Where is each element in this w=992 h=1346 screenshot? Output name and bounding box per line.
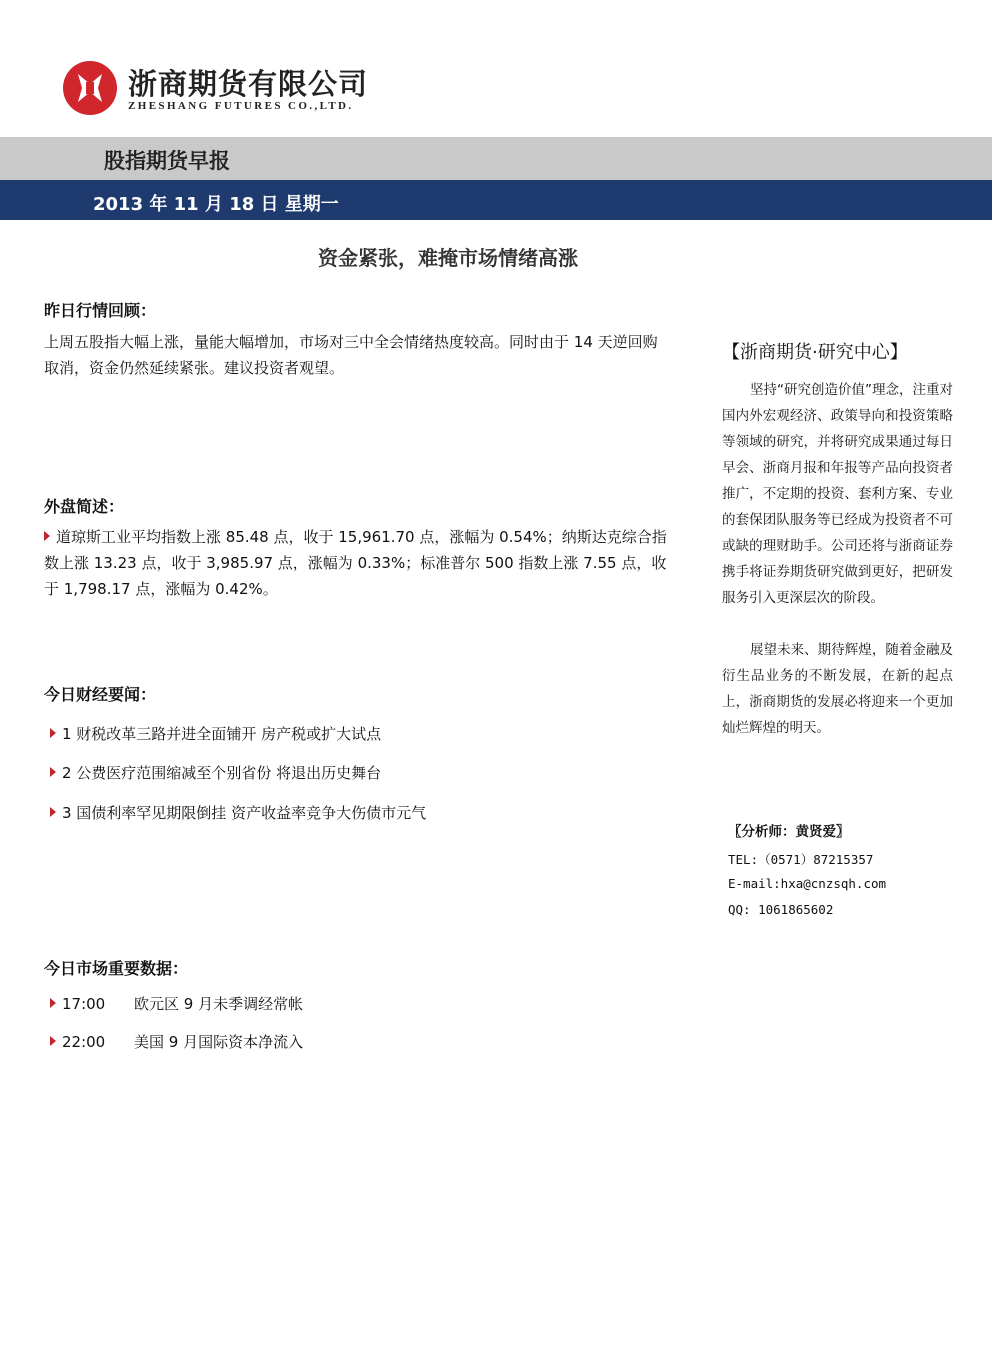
news-item-text: 1 财税改革三路并进全面铺开 房产税或扩大试点 (62, 725, 382, 743)
news-item-text: 2 公费医疗范围缩减至个别省份 将退出历史舞台 (62, 764, 382, 782)
data-item-time: 17:00 (62, 995, 106, 1013)
sidebar-para-1: 坚持“研究创造价值”理念，注重对国内外宏观经济、政策导向和投资策略等领域的研究，并将研究成果通过每日早会、浙商月报和年报等产品向投资者推广，不定期的投资、套利方案、专业的套保团队服务等已经成为投资者不可或缺的理财助手。公司还将与浙商证券携手将证券期货研究做到更好，把研发服务引入更深层次的阶段。 (722, 382, 953, 606)
headline: 资金紧张，难掩市场情绪高涨 (318, 246, 578, 270)
data-title: 今日市场重要数据： (44, 959, 189, 978)
bullet-icon (50, 767, 56, 777)
sidebar-title: 【浙商期货·研究中心】 (722, 342, 908, 363)
report-date: 2013 年 11 月 18 日 星期一 (93, 194, 339, 215)
bullet-icon (50, 807, 56, 817)
data-item-event: 欧元区 9 月未季调经常帐 (134, 995, 304, 1013)
sidebar-para-2: 展望未来、期待辉煌，随着金融及衍生品业务的不断发展，在新的起点上，浙商期货的发展必将迎来一个更加灿烂辉煌的明天。 (722, 642, 953, 736)
overseas-block (44, 524, 672, 602)
bullet-icon (50, 1036, 56, 1046)
analyst-email: E-mail:hxa@cnzsqh.com (728, 876, 887, 891)
overseas-title: 外盘简述： (44, 497, 125, 516)
news-item (50, 723, 381, 744)
zheshang-logo-icon (62, 60, 118, 116)
data-item (50, 1031, 303, 1052)
analyst-tel: TEL:（0571）87215357 (728, 852, 874, 867)
bullet-icon (44, 531, 50, 541)
news-item (50, 762, 381, 783)
company-name-en: ZHESHANG FUTURES CO.,LTD. (128, 100, 354, 112)
data-item-time: 22:00 (62, 1033, 106, 1051)
bullet-icon (50, 998, 56, 1008)
news-item (50, 802, 426, 823)
news-title: 今日财经要闻： (44, 685, 157, 704)
data-item-event: 美国 9 月国际资本净流入 (134, 1033, 304, 1051)
analyst-qq: QQ: 1061865602 (728, 902, 834, 917)
review-title: 昨日行情回顾： (44, 301, 157, 320)
news-item-text: 3 国债利率罕见期限倒挂 资产收益率竞争大伤债市元气 (62, 804, 427, 822)
analyst-name: 〖分析师：黄贤爱〗 (728, 824, 850, 840)
data-item (50, 993, 303, 1014)
report-title: 股指期货早报 (104, 149, 230, 173)
company-name-cn: 浙商期货有限公司 (128, 67, 369, 101)
review-text: 上周五股指大幅上涨，量能大幅增加，市场对三中全会情绪热度较高。同时由于 14 天逆回购取消，资金仍然延续紧张。建议投资者观望。 (44, 333, 658, 377)
overseas-text: 道琼斯工业平均指数上涨 85.48 点，收于 15,961.70 点，涨幅为 0.54%；纳斯达克综合指数上涨 13.23 点，收于 3,985.97 点，涨幅为 0.33%；标准普尔 500 指数上涨 7.55 点，收于 1,798.17 点，涨幅为 0.42%。 (44, 528, 667, 598)
bullet-icon (50, 728, 56, 738)
